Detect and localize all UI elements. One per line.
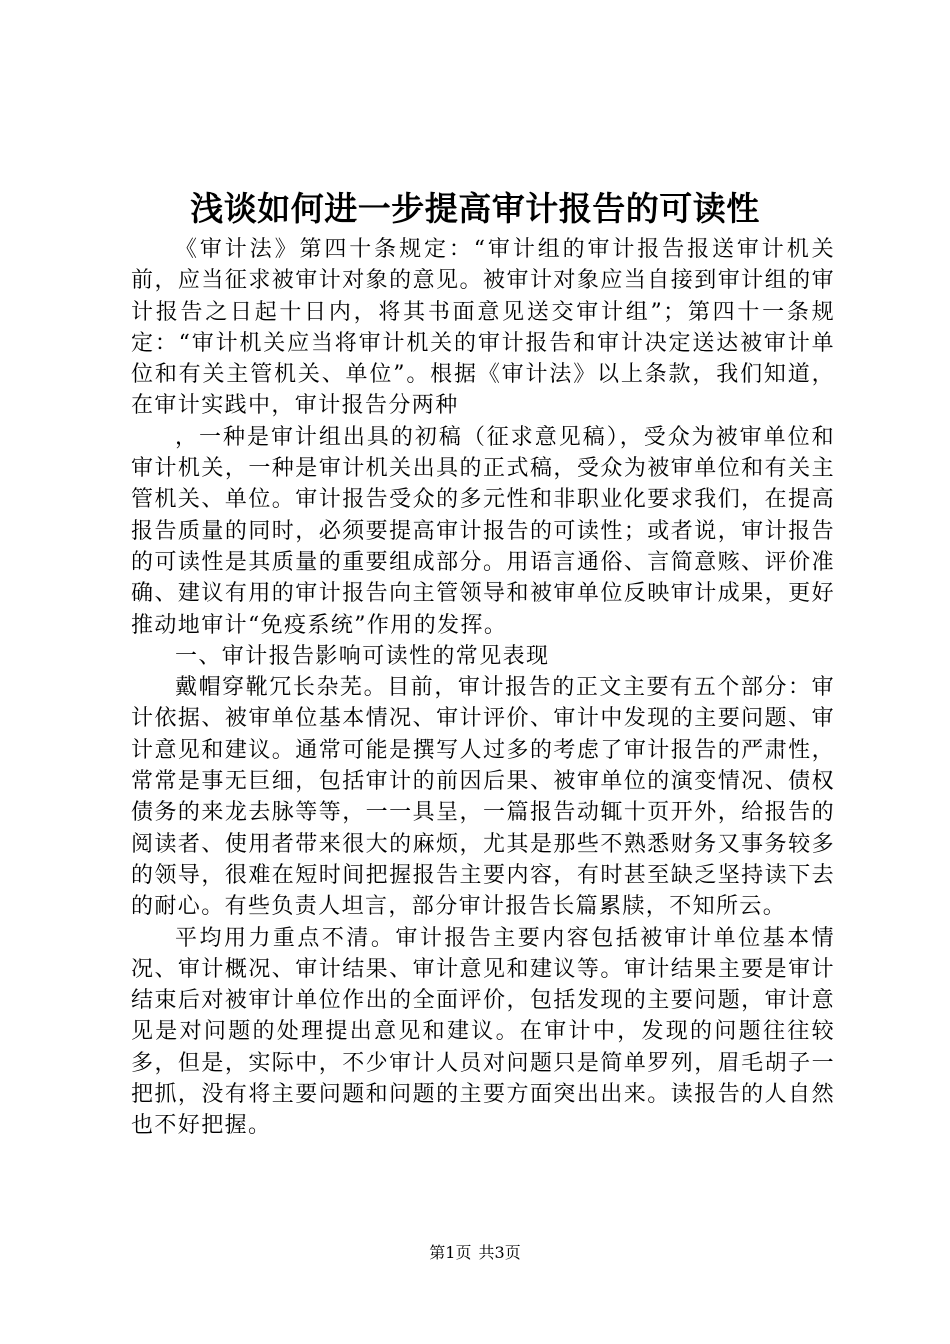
paragraph-1: 《审计法》第四十条规定：“审计组的审计报告报送审计机关前，应当征求被审计对象的意见。被审计对象应当自接到审计组的审计报告之日起十日内，将其书面意见送交审计组”；第四十一条规定：“审计机关应当将审计机关的审计报告和审计决定送达被审计单位和有关主管机关、单位”。根据《审计法》以上条款，我们知道，在审计实践中，审计报告分两种 (131, 237, 835, 419)
paragraph-3: 戴帽穿靴冗长杂芜。目前，审计报告的正文主要有五个部分：审计依据、被审单位基本情况、审计评价、审计中发现的主要问题、审计意见和建议。通常可能是撰写人过多的考虑了审计报告的严肃性，常常是事无巨细，包括审计的前因后果、被审单位的演变情况、债权债务的来龙去脉等等，一一具呈，一篇报告动辄十页开外，给报告的阅读者、使用者带来很大的麻烦，尤其是那些不熟悉财务又事务较多的领导，很难在短时间把握报告主要内容，有时甚至缺乏坚持读下去的耐心。有些负责人坦言，部分审计报告长篇累牍，不知所云。 (131, 675, 835, 920)
paragraph-2: ，一种是审计组出具的初稿（征求意见稿），受众为被审单位和审计机关，一种是审计机关出具的正式稿，受众为被审单位和有关主管机关、单位。审计报告受众的多元性和非职业化要求我们，在提高报告质量的同时，必须要提高审计报告的可读性；或者说，审计报告的可读性是其质量的重要组成部分。用语言通俗、言简意赅、评价准确、建议有用的审计报告向主管领导和被审单位反映审计成果，更好推动地审计“免疫系统”作用的发挥。 (131, 424, 835, 638)
paragraph-4: 平均用力重点不清。审计报告主要内容包括被审计单位基本情况、审计概况、审计结果、审计意见和建议等。审计结果主要是审计结束后对被审计单位作出的全面评价，包括发现的主要问题，审计意见是对问题的处理提出意见和建议。在审计中，发现的问题往往较多，但是，实际中，不少审计人员对问题只是简单罗列，眉毛胡子一把抓，没有将主要问题和问题的主要方面突出出来。读报告的人自然也不好把握。 (131, 925, 835, 1139)
page-number: 第1页 (429, 1243, 472, 1262)
document-title: 浅谈如何进一步提高审计报告的可读性 (190, 189, 760, 228)
section-heading-1: 一、审计报告影响可读性的常见表现 (175, 643, 550, 669)
page-total: 共3页 (478, 1243, 521, 1262)
page-footer (0, 1241, 950, 1265)
document-body (131, 234, 835, 1142)
